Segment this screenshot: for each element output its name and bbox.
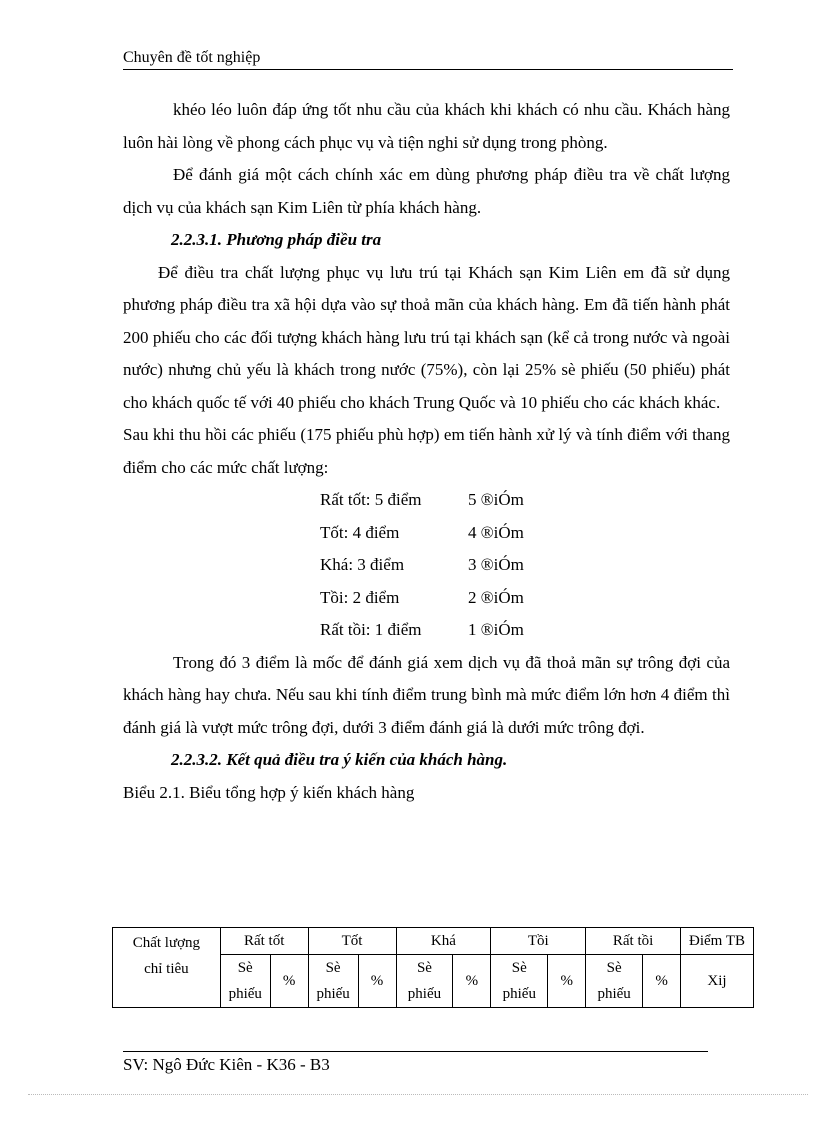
- criteria-label: chỉ tiêu: [144, 961, 189, 977]
- percent-cell: %: [643, 955, 681, 1008]
- page-footer: [123, 1055, 330, 1075]
- section-heading: 2.2.3.2. Kết quả điều tra ý kiến của khách hàng.: [171, 750, 508, 769]
- scale-label: Tồi: 2 điểm: [320, 587, 400, 607]
- section-heading: 2.2.3.1. Phương pháp điều tra: [171, 230, 382, 249]
- count-cell: [491, 955, 548, 1008]
- score-header: Điểm TB: [681, 928, 754, 955]
- group-header: Rất tồi: [586, 928, 681, 955]
- count-bottom: phiếu: [502, 986, 536, 1002]
- count-top: Sè: [606, 960, 622, 976]
- count-cell: [396, 955, 453, 1008]
- page-edge-divider: [28, 1094, 808, 1095]
- footer-divider: [123, 1051, 708, 1052]
- count-bottom: phiếu: [407, 986, 442, 1002]
- count-top: Sè: [325, 960, 341, 976]
- paragraph: khéo léo luôn đáp ứng tốt nhu cầu của khách khi khách có nhu cầu. Khách hàng luôn hài lòng về phong cách phục vụ và tiện nghi sử dụng trong phòng.: [123, 100, 730, 152]
- percent-cell: %: [548, 955, 586, 1008]
- scale-value: 5 ®iÓm: [468, 490, 524, 509]
- scale-label: Khá: 3 điểm: [320, 555, 405, 574]
- count-cell: [308, 955, 358, 1008]
- document-body: [123, 94, 730, 809]
- percent-cell: %: [358, 955, 396, 1008]
- paragraph: Trong đó 3 điểm là mốc để đánh giá xem dịch vụ đã thoả mãn sự trông đợi của khách hàng hay chưa. Nếu sau khi tính điểm trung bình mà mức điểm lớn hơn 4 điểm thì đánh giá là vượt mức trông đợi, dưới 3 điểm đánh giá là dưới mức trông đợi.: [123, 652, 730, 737]
- count-bottom: phiếu: [316, 986, 350, 1002]
- percent-cell: %: [270, 955, 308, 1008]
- group-header: Khá: [396, 928, 491, 955]
- scale-row: [320, 517, 730, 550]
- score-cell: Xij: [681, 955, 754, 1008]
- page-header: [123, 49, 733, 70]
- paragraph: Để đánh giá một cách chính xác em dùng phương pháp điều tra về chất lượng dịch vụ của khách sạn Kim Liên từ phía khách hàng.: [123, 165, 730, 217]
- header-title: Chuyên đề tốt nghiệp: [123, 49, 261, 66]
- paragraph: Để điều tra chất lượng phục vụ lưu trú tại Khách sạn Kim Liên em đã sử dụng phương pháp điều tra xã hội dựa vào sự thoả mãn của khách hàng. Em đã tiến hành phát 200 phiếu cho các đối tượng khách hàng lưu trú tại khách sạn (kể cả trong nước và ngoài nước) nhưng chủ yếu là khách trong nước (75%), còn lại 25% sè phiếu (50 phiếu) phát cho khách quốc tế với 40 phiếu cho khách Trung Quốc và 10 phiếu cho các khách khác.: [123, 262, 730, 412]
- scale-row: [320, 614, 730, 647]
- group-header: Tốt: [308, 928, 396, 955]
- rating-scale: [123, 484, 730, 647]
- scale-value: 1 ®iÓm: [468, 620, 524, 639]
- paragraph: Sau khi thu hồi các phiếu (175 phiếu phù hợp) em tiến hành xử lý và tính điểm với thang điểm cho các mức chất lượng:: [123, 425, 730, 477]
- scale-row: [320, 549, 730, 582]
- quality-header-cell: [113, 928, 221, 1008]
- scale-label: Rất tốt: 5 điểm: [320, 490, 422, 509]
- count-bottom: phiếu: [228, 986, 262, 1002]
- survey-table: [112, 927, 754, 1008]
- quality-label: Chất lượng: [132, 935, 201, 951]
- count-cell: [220, 955, 270, 1008]
- group-header: Tồi: [491, 928, 586, 955]
- group-header: Rất tốt: [220, 928, 308, 955]
- scale-row: [320, 484, 730, 517]
- table-caption: Biểu 2.1. Biểu tổng hợp ý kiến khách hàng: [123, 782, 415, 802]
- scale-value: 2 ®iÓm: [468, 587, 524, 607]
- footer-text: SV: Ngô Đức Kiên - K36 - B3: [123, 1055, 330, 1074]
- count-top: Sè: [237, 960, 253, 976]
- scale-row: [320, 582, 730, 615]
- count-bottom: phiếu: [597, 986, 631, 1002]
- table-header-row: [113, 928, 754, 955]
- count-top: Sè: [511, 960, 527, 976]
- scale-label: Rất tồi: 1 điểm: [320, 620, 422, 639]
- count-top: Sè: [416, 960, 432, 976]
- scale-value: 4 ®iÓm: [468, 522, 524, 542]
- percent-cell: %: [453, 955, 491, 1008]
- scale-value: 3 ®iÓm: [468, 555, 524, 574]
- count-cell: [586, 955, 643, 1008]
- scale-label: Tốt: 4 điểm: [320, 522, 400, 542]
